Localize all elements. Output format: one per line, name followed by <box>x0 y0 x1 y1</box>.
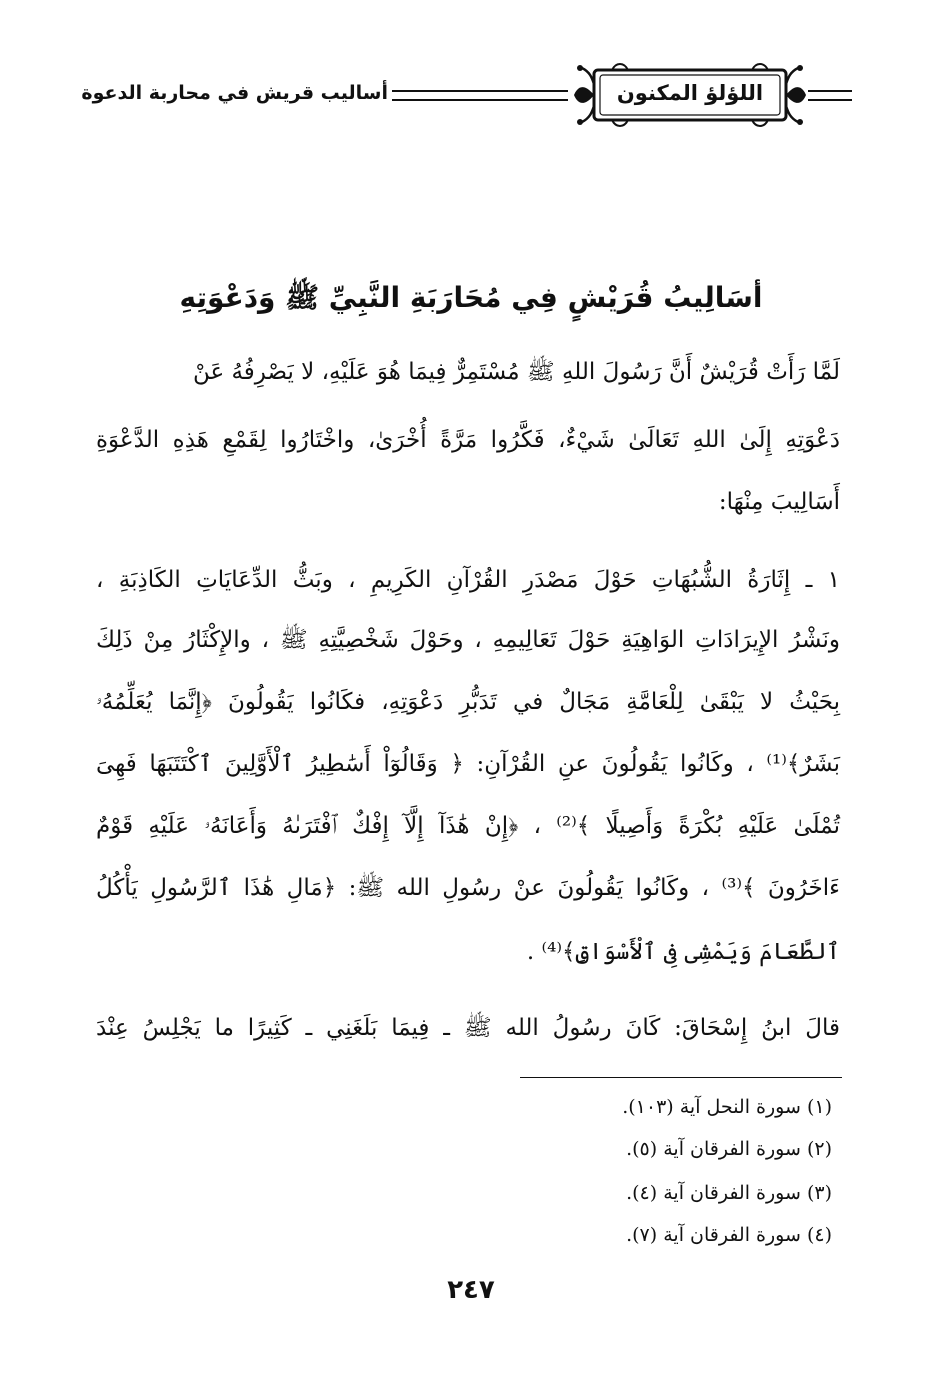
page-number: ٢٤٧ <box>447 1275 495 1305</box>
paragraph-line: بِحَيْثُ لا يَبْقَىٰ لِلْعَامَّةِ مَجَالٌ في تَدَبُّرِ دَعْوَتِهِ، فكَانُوا يَقُولُونَ ﴿إِنَّمَا يُعَلِّمُهُۥ <box>96 689 840 715</box>
page-header <box>0 52 942 132</box>
paragraph-line: دَعْوَتِهِ إِلَىٰ اللهِ تَعَالَىٰ شَيْءٌ، فَكَّرُوا مَرَّةً أُخْرَىٰ، واخْتَارُوا لِقَمْعِ هَذِهِ الدَّعْوَةِ <box>96 427 840 453</box>
footnote: (٣) سورة الفرقان آية (٤). <box>626 1182 832 1204</box>
footnote: (٢) سورة الفرقان آية (٥). <box>626 1138 832 1160</box>
paragraph-line: بَشَرٌ﴾⁽¹⁾ ، وكَانُوا يَقُولُونَ عنِ القُرْآنِ: ﴿ وَقَالُوٓاْ أَسَٰطِيرُ ٱلْأَوَّلِينَ ٱكْتَتَبَهَا فَهِىَ <box>96 751 840 777</box>
footnote-separator <box>520 1077 842 1078</box>
paragraph-line: ١ ـ إِثَارَةُ الشُّبُهَاتِ حَوْلَ مَصْدَرِ القُرْآنِ الكَرِيمِ ، وبَثُّ الدِّعَايَاتِ الكَاذِبَةِ ، <box>96 567 840 593</box>
running-chapter-title: أساليب قريش في محاربة الدعوة <box>81 82 388 104</box>
paragraph-line: تُمْلَىٰ عَلَيْهِ بُكْرَةً وَأَصِيلًا ﴾⁽²⁾ ، ﴿إِنْ هَٰذَآ إِلَّآ إِفْكٌ ٱفْتَرَىٰهُ وَأَعَانَهُۥ عَلَيْهِ قَوْمٌ <box>96 813 840 839</box>
section-title: أسَالِيبُ قُرَيْشٍ فِي مُحَارَبَةِ النَّبِيِّ ﷺ وَدَعْوَتِهِ <box>179 281 763 314</box>
paragraph-line: لَمَّا رَأَتْ قُرَيْشٌ أَنَّ رَسُولَ اللهِ ﷺ مُسْتَمِرٌّ فِيمَا هُوَ عَلَيْهِ، لا يَصْرِفُهُ عَنْ <box>192 359 840 385</box>
paragraph-line: ٱلطَّعَامَ وَيَمْشِى فِى ٱلْأَسْوَاقِ﴾⁽⁴⁾ . <box>526 939 840 965</box>
paragraph-line: ءَاخَرُونَ ﴾⁽³⁾ ، وكَانُوا يَقُولُونَ عنْ رسُولِ الله ﷺ: ﴿مَالِ هَٰذَا ٱلرَّسُولِ يَأْكُلُ <box>96 875 840 901</box>
paragraph-line: ونَشْرُ الإِيرَادَاتِ الوَاهِيَةِ حَوْلَ تَعَالِيمِهِ ، وحَوْلَ شَخْصِيَّتِهِ ﷺ ، والإِكْثَارُ مِنْ ذَلِكَ <box>96 627 840 653</box>
book-title: اللؤلؤ المكنون <box>616 81 764 105</box>
header-double-rule-right <box>808 90 852 101</box>
footnote: (١) سورة النحل آية (١٠٣). <box>622 1096 832 1118</box>
footnote: (٤) سورة الفرقان آية (٧). <box>626 1224 832 1246</box>
paragraph-line: أَسَالِيبَ مِنْهَا: <box>718 489 840 515</box>
header-double-rule-left <box>392 90 568 101</box>
paragraph-line: قالَ ابنُ إِسْحَاقَ: كَانَ رسُولُ الله ﷺ ـ فِيمَا بَلَغَنِي ـ كَثِيرًا ما يَجْلِسُ عِنْدَ <box>96 1015 840 1041</box>
